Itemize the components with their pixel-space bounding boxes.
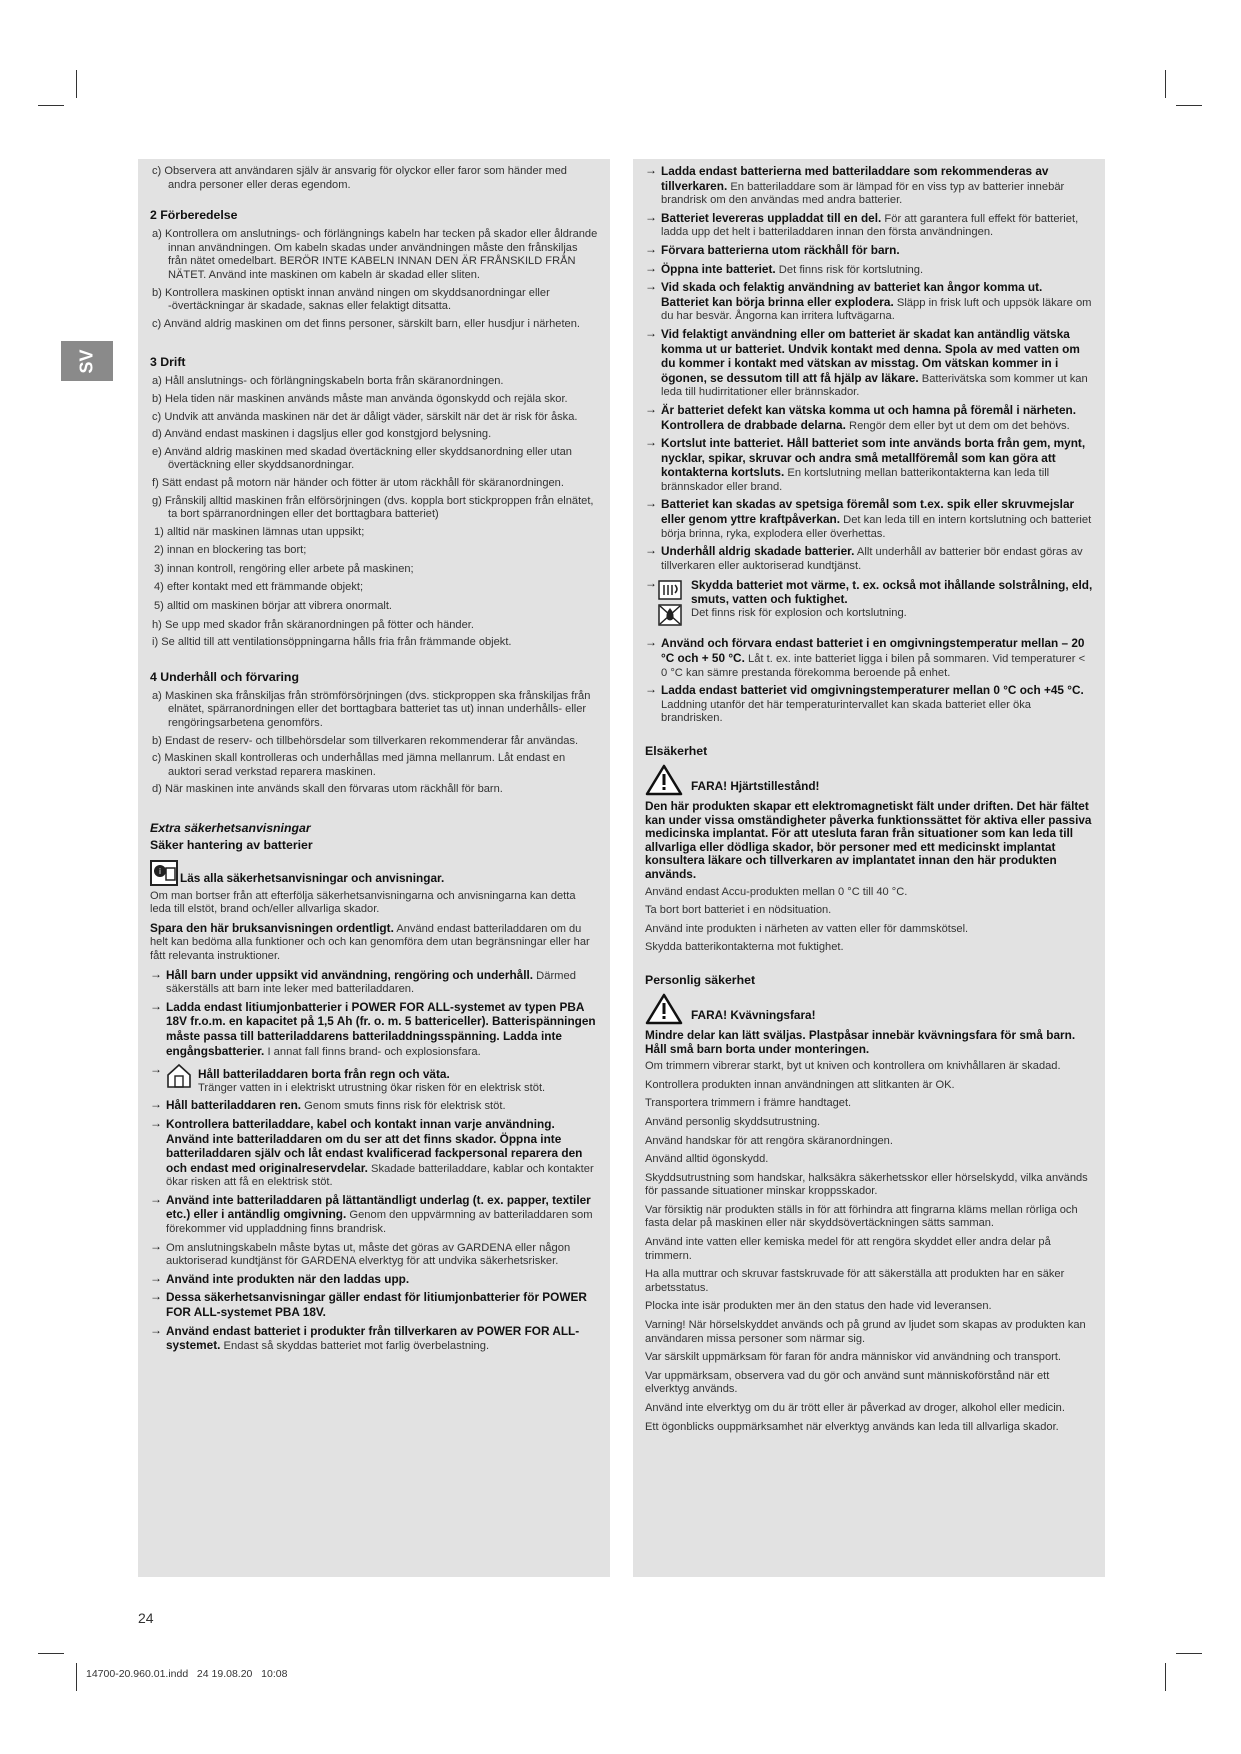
- warning-triangle-icon: [645, 764, 683, 796]
- battery-heat-icon: [657, 577, 683, 601]
- arrow-item: [645, 437, 1093, 494]
- list-item: Plocka inte isär produkten mer än den status den hade vid leveransen.: [645, 1300, 992, 1313]
- arrow-right-icon: →: [150, 1322, 162, 1337]
- list-item: e) Använd aldrig maskinen med skadad övertäckning eller skyddsanordning eller utan övertäckning eller skyddsanordningar.: [152, 445, 572, 472]
- arrow-text: Skadade batteriladdare, kablar och kontakter ökar risken att få en elektrisk stöt.: [166, 1162, 594, 1189]
- arrow-text: Allt underhåll av batterier bör endast göras av tillverkaren eller auktoriserad kundtjänst.: [661, 546, 1083, 572]
- arrow-item: [645, 209, 1093, 240]
- list-item: Ha alla muttrar och skruvar fastskruvade för att säkerställa att produkten har en säker arbetsstatus.: [645, 1268, 1065, 1294]
- arrow-right-icon: →: [645, 543, 657, 558]
- choke-warning: Mindre delar kan lätt sväljas. Plastpåsar innebär kvävningsfara för små barn. Håll små barn borta under monteringen.: [645, 1027, 1076, 1056]
- arrow-right-icon: →: [645, 163, 657, 177]
- arrow-text: Laddning utanför det här temperaturintervallet kan skada batteriet eller öka brandrisken.: [661, 698, 1032, 725]
- text-c-observe: c) Observera att användaren själv är ansvarig för olyckor eller faror som händer med andra personer eller deras egendom.: [152, 165, 567, 191]
- arrow-item: [150, 1238, 598, 1269]
- arrow-right-icon: →: [150, 966, 162, 981]
- page-number: 24: [138, 1610, 154, 1626]
- arrow-text: Om anslutningskabeln måste bytas ut, måste det göras av GARDENA eller någon auktoriserad kundtjänst för GARDENA elverktyg för att undvika säkerhetsrisker.: [166, 1241, 571, 1268]
- arrow-text: I annat fall finns brand- och explosionsfara.: [264, 1045, 481, 1058]
- list-item: Använd inte elverktyg om du är trött eller är påverkad av droger, alkohol eller medicin.: [645, 1402, 1065, 1414]
- list-item: d) När maskinen inte används skall den förvaras utom räckhåll för barn.: [152, 783, 503, 796]
- section-3-title: 3 Drift: [150, 355, 186, 370]
- arrow-item: [645, 545, 1093, 573]
- section-4-title: 4 Underhåll och förvaring: [150, 669, 299, 684]
- arrow-bold: Använd och förvara endast batteriet i en omgivningstemperatur mellan – 20 °C och + 50 °C.: [661, 636, 1085, 666]
- save-manual-text: [150, 922, 598, 964]
- arrow-bold: Kontrollera batteriladdare, kabel och kontakt innan varje användning. Använd inte batteriladdaren om du ser att det finns skador. Öppna inte batteriladdaren själv och låt endast kvalificerad fackpersonal reparera den och endast med originalreservdelar.: [166, 1116, 583, 1175]
- svg-text:i: i: [158, 867, 162, 876]
- arrow-bold: Håll batteriladdaren ren.: [166, 1098, 302, 1113]
- list-item: Ett ögonblicks ouppmärksamhet när elverktyg används kan leda till allvarliga skador.: [645, 1420, 1059, 1433]
- arrow-bold: Använd inte batteriladdaren på lättantändligt underlag (t. ex. papper, textiler etc.) eller i antändlig omgivning.: [166, 1192, 591, 1222]
- list-item: c) Undvik att använda maskinen när det är dåligt väder, särskilt när det är risk för åska.: [152, 410, 578, 423]
- arrow-bold: Dessa säkerhetsanvisningar gäller endast för litiumjonbatterier för POWER FOR ALL-systemet PBA 18V.: [166, 1290, 587, 1320]
- arrow-item: [150, 1322, 598, 1354]
- electrical-safety-title: Elsäkerhet: [645, 744, 708, 758]
- list-item: f) Sätt endast på motorn när händer och fötter är utom räckhåll för skäranordningen.: [152, 476, 564, 489]
- list-item: Använd handskar för att rengöra skäranordningen.: [645, 1134, 893, 1147]
- arrow-item: [645, 401, 1093, 433]
- arrow-bold: Ladda endast batterierna med batteriladdare som rekommenderas av tillverkaren.: [661, 164, 1049, 193]
- list-item: 1) alltid när maskinen lämnas utan uppsikt;: [154, 525, 365, 538]
- crop-mark: [76, 1663, 77, 1691]
- language-tab-label: SV: [76, 349, 97, 374]
- arrow-right-icon: →: [645, 279, 657, 294]
- read-all-text: Om man bortser från att efterfölja säkerhetsanvisningarna och anvisningarna kan detta leda till elstöt, brand och/eller allvarliga skador.: [150, 889, 576, 916]
- arrow-item: [150, 1270, 598, 1288]
- rain-text: Tränger vatten in i elektriskt utrustning ökar risken för en elektrisk stöt.: [198, 1081, 546, 1094]
- read-all-heading: Läs alla säkerhetsanvisningar och anvisningar.: [180, 871, 445, 885]
- arrow-text: För att garantera full effekt för batteriet, ladda upp det helt i batteriladdaren innan den första användningen.: [661, 212, 1079, 239]
- crop-mark: [38, 105, 64, 106]
- extra-title: Extra säkerhetsanvisningar: [150, 821, 311, 835]
- left-column: [138, 159, 610, 1577]
- arrow-right-icon: →: [150, 1270, 162, 1285]
- danger-choke-row: [645, 993, 1093, 1025]
- arrow-text: Genom den uppvärmning av batteriladdaren som förekommer vid uppladdning finns brandrisk.: [166, 1209, 593, 1236]
- arrow-right-icon: →: [150, 1191, 162, 1206]
- arrow-bold: Vid felaktigt användning eller om batteriet är skadat kan antändlig vätska komma ut ur batteriet. Undvik kontakt med denna. Spola av med vatten om du kommer i kontakt med vätskan av misstag. Om vätskan kommer in i ögonen, se dessutom till att få hjälp av läkare.: [661, 326, 1080, 385]
- no-fire-icon: [657, 603, 683, 627]
- arrow-text: Genom smuts finns risk för elektrisk stöt.: [301, 1100, 506, 1113]
- arrow-item: [645, 241, 1093, 259]
- arrow-bold: Batteriet levereras uppladdat till en del.: [661, 210, 882, 225]
- arrow-bold: Är batteriet defekt kan vätska komma ut och hamna på föremål i närheten. Kontrollera de drabbade delarna.: [661, 402, 1076, 432]
- arrow-item: [150, 998, 598, 1059]
- arrow-right-icon: →: [645, 435, 657, 450]
- list-item: Var försiktig när produkten ställs in för att förhindra att fingrarna kläms mellan rörliga och fasta delar på maskinen eller när skyddsövertäckningen sätts samman.: [645, 1203, 1078, 1230]
- arrow-text: Det kan leda till en intern kortslutning och batteriet börja brinna, ryka, explodera eller överhettas.: [661, 514, 1092, 540]
- list-item: c) Maskinen skall kontrolleras och underhållas med jämna mellanrum. Låt endast en auktori serad verkstad reparera maskinen.: [152, 752, 566, 778]
- arrow-text: Endast så skyddas batteriet mot farlig överbelastning.: [220, 1340, 490, 1353]
- list-item: h) Se upp med skador från skäranordningen på fötter och händer.: [152, 618, 474, 631]
- right-column: [633, 159, 1105, 1577]
- danger-heart-label: FARA! Hjärtstillestånd!: [691, 779, 820, 793]
- arrow-right-icon: →: [645, 209, 657, 224]
- crop-mark: [1176, 1653, 1202, 1654]
- arrow-bold: Underhåll aldrig skadade batterier.: [661, 544, 855, 559]
- language-tab: [61, 341, 113, 381]
- arrow-right-icon: →: [645, 635, 657, 650]
- arrow-item: [150, 966, 598, 997]
- list-item: Använd endast Accu-produkten mellan 0 °C till 40 °C.: [645, 885, 908, 898]
- arrow-right-icon: →: [645, 325, 657, 340]
- arrow-right-icon: →: [645, 241, 657, 256]
- list-item: Om trimmern vibrerar starkt, byt ut kniven och kontrollera om knivhållaren är skadad.: [645, 1060, 1061, 1073]
- list-item: Använd personlig skyddsutrustning.: [645, 1115, 821, 1128]
- arrow-right-icon: →: [150, 1115, 162, 1130]
- arrow-text: En kortslutning mellan batterikontakterna kan leda till brännskador eller brand.: [661, 467, 1050, 493]
- arrow-right-icon: →: [150, 1289, 162, 1304]
- crop-mark: [1165, 70, 1166, 98]
- list-item: g) Frånskilj alltid maskinen från elförsörjningen (dvs. koppla bort stickproppen från elnätet, ta bort spärranordningen eller det borttagbara batteriet): [152, 494, 594, 521]
- heat-text: Det finns risk för explosion och kortslutning.: [691, 606, 907, 619]
- manual-book-icon: [150, 860, 178, 886]
- list-item: i) Se alltid till att ventilationsöppningarna hålls fria från främmande objekt.: [152, 636, 512, 649]
- list-item: Kontrollera produkten innan användningen att slitkanten är OK.: [645, 1078, 955, 1091]
- list-item: 4) efter kontakt med ett främmande objekt;: [154, 581, 364, 594]
- danger-heart-row: [645, 764, 1093, 796]
- danger-choke-label: FARA! Kvävningsfara!: [691, 1007, 816, 1022]
- arrow-text: Rengör dem eller byt ut dem om det behövs.: [845, 419, 1070, 432]
- arrow-right-icon: →: [645, 401, 657, 416]
- arrow-bold: Håll barn under uppsikt vid användning, rengöring och underhåll.: [166, 967, 534, 982]
- crop-mark: [38, 1653, 64, 1654]
- print-footer: 14700-20.960.01.indd 24 19.08.20 10:08: [86, 1668, 288, 1680]
- arrow-item: [645, 325, 1093, 400]
- arrow-item: [645, 165, 1093, 208]
- arrow-item: [645, 684, 1093, 726]
- list-item: Varning! När hörselskyddet används och på grund av ljudet som skapas av produkten kan användaren missa personer som närmar sig.: [645, 1319, 1086, 1345]
- list-item: c) Använd aldrig maskinen om det finns personer, särskilt barn, eller husdjur i närheten.: [152, 317, 580, 330]
- heat-bold: Skydda batteriet mot värme, t. ex. också mot ihållande solstrålning, eld, smuts, vatten och fuktighet.: [691, 578, 1093, 607]
- list-item: Var uppmärksam, observera vad du gör och använd sunt människoförstånd när ett elverktyg används.: [645, 1369, 1050, 1396]
- house-indoor-icon: [166, 1063, 192, 1089]
- arrow-right-icon: →: [645, 496, 657, 511]
- warning-triangle-icon: [645, 993, 683, 1025]
- arrow-right-icon: →: [645, 260, 657, 275]
- list-item: a) Maskinen ska frånskiljas från strömförsörjningen (dvs. stickproppen ska frånskiljas från elnätet, spärranordningen eller det borttagbara batteriet tas ut) innan underhålls- eller rengöringsarbetena genomförs.: [152, 689, 591, 730]
- arrow-text: Därmed säkerställs att barn inte leker med batteriladdaren.: [166, 969, 576, 996]
- rain-item: [150, 1063, 598, 1095]
- arrow-item: [150, 1099, 598, 1114]
- list-item: b) Kontrollera maskinen optiskt innan använd ningen om skyddsanordningar eller -övertäckningar är skadade, saknas eller felaktigt ditsatta.: [152, 286, 550, 313]
- list-item: Skyddsutrustning som handskar, halksäkra säkerhetsskor eller hörselskydd, vilka används för passande situationer minskar kroppsskador.: [645, 1171, 1088, 1198]
- list-item: Transportera trimmern i främre handtaget.: [645, 1097, 852, 1110]
- arrow-right-icon: →: [645, 682, 657, 697]
- read-all-row: [150, 860, 598, 890]
- list-item: a) Kontrollera om anslutnings- och förlängnings kabeln har tecken på skador eller åldrande innan användningen. Om kabeln skadas under användningen måste den frånskiljas från nätet omedelbart. BERÖR INTE KABELN INNAN DEN ÄR FRÅNSKILD FRÅN NÄTET. Använd inte maskinen om kabeln är skadad eller sliten.: [152, 228, 598, 281]
- arrow-bold: Kortslut inte batteriet. Håll batteriet som inte används borta från gem, mynt, nycklar, spikar, skruvar och andra små metallföremål som kan göra att kontakterna kortsluts.: [661, 436, 1086, 480]
- arrow-right-icon: →: [150, 1062, 162, 1077]
- list-item: d) Använd endast maskinen i dagsljus eller god konstgjord belysning.: [152, 428, 492, 441]
- arrow-item: [645, 498, 1093, 541]
- arrow-text: Låt t. ex. inte batteriet ligga i bilen på sommaren. Vid temperaturer < 0 °C kan sämre prestanda förekomma beroende på enhet.: [661, 653, 1086, 679]
- arrow-bold: Ladda endast litiumjonbatterier i POWER FOR ALL-systemet av typen PBA 18V fr.o.m. en kapacitet på 1,5 Ah (fr. o. m. 5 battericeller). Batterispänningen måste passa till batteriladdarens batteriladdningsspänning. Ladda inte engångsbatterier.: [166, 999, 596, 1058]
- rain-bold: Håll batteriladdaren borta från regn och väta.: [198, 1067, 450, 1082]
- arrow-right-icon: →: [150, 998, 162, 1013]
- arrow-item: [150, 1291, 598, 1320]
- arrow-item: [645, 281, 1093, 324]
- save-rest: Använd endast batteriladdaren om du helt kan bedöma alla funktioner och och kan genomföra dem utan begränsningar eller har fått relevanta instruktioner.: [150, 922, 590, 962]
- arrow-bold: Vid skada och felaktig användning av batteriet kan ångor komma ut. Batteriet kan börja brinna eller explodera.: [661, 280, 1043, 309]
- list-item: Använd inte produkten i närheten av vatten eller för dammskötsel.: [645, 922, 969, 935]
- section-2-title: 2 Förberedelse: [150, 208, 238, 223]
- heat-item: [645, 577, 1093, 627]
- list-item: Ta bort bort batteriet i en nödsituation.: [645, 904, 832, 917]
- arrow-right-icon: →: [645, 576, 657, 591]
- crop-mark: [1165, 1663, 1166, 1691]
- arrow-bold: Använd inte produkten när den laddas upp.: [166, 1271, 410, 1286]
- arrow-text: Det finns risk för kortslutning.: [775, 263, 924, 276]
- list-item: 5) alltid om maskinen börjar att vibrera onormalt.: [154, 600, 392, 613]
- save-bold: Spara den här bruksanvisningen ordentligt.: [150, 920, 394, 935]
- crop-mark: [1176, 105, 1202, 106]
- list-item: Använd inte vatten eller kemiska medel för att rengöra skyddet eller andra delar på trimmern.: [645, 1236, 1051, 1262]
- arrow-item: [150, 1115, 598, 1190]
- arrow-bold: Batteriet kan skadas av spetsiga föremål som t.ex. spik eller skruvmejslar eller genom yttre kraftpåverkan.: [661, 497, 1075, 527]
- arrow-right-icon: →: [150, 1238, 162, 1253]
- arrow-item: [645, 260, 1093, 278]
- arrow-text: En batteriladdare som är lämpad för en viss typ av batterier innebär brandrisk om den användas med andra batterier.: [661, 180, 1065, 207]
- list-item: Använd alltid ögonskydd.: [645, 1153, 769, 1166]
- arrow-right-icon: →: [150, 1097, 162, 1112]
- list-item: 3) innan kontroll, rengöring eller arbete på maskinen;: [154, 562, 414, 575]
- list-item: Skydda batterikontakterna mot fuktighet.: [645, 941, 844, 954]
- arrow-bold: Förvara batterierna utom räckhåll för barn.: [661, 242, 900, 257]
- list-item: b) Endast de reserv- och tillbehörsdelar som tillverkaren rekommenderar får användas.: [152, 734, 579, 747]
- crop-mark: [76, 70, 77, 98]
- electrical-warning: Den här produkten skapar ett elektromagnetiskt fält under driften. Det här fältet kan under vissa omständigheter påverka funktionssättet för aktiva eller passiva medicinska implantat. För att utesluta faran från situationer som kan leda till allvarliga eller dödliga skador, bör personer med ett medicinskt implantat konsultera läkare och tillverkaren av implantatet innan den här produkten används.: [645, 799, 1092, 881]
- arrow-item: [645, 637, 1093, 680]
- list-item: a) Håll anslutnings- och förlängningskabeln borta från skäranordningen.: [152, 375, 504, 388]
- list-item: b) Hela tiden när maskinen används måste man använda ögonskydd och rejäla skor.: [152, 392, 568, 405]
- arrow-text: Släpp in frisk luft och uppsök läkare om du har besvär. Ångorna kan irritera luftvägarna.: [661, 296, 1092, 323]
- arrow-bold: Öppna inte batteriet.: [661, 261, 776, 276]
- arrow-text: Batterivätska som kommer ut kan leda till hudirritationer eller brännskador.: [661, 372, 1088, 399]
- arrow-bold: Använd endast batteriet i produkter från tillverkaren av POWER FOR ALL-systemet.: [166, 1323, 580, 1353]
- arrow-item: [150, 1191, 598, 1237]
- list-item: 2) innan en blockering tas bort;: [154, 544, 307, 557]
- personal-safety-title: Personlig säkerhet: [645, 972, 756, 987]
- arrow-bold: Ladda endast batteriet vid omgivningstemperaturer mellan 0 °C och +45 °C.: [661, 683, 1084, 698]
- list-item: Var särskilt uppmärksam för faran för andra människor vid användning och transport.: [645, 1351, 1062, 1364]
- battery-title: Säker hantering av batterier: [150, 838, 313, 852]
